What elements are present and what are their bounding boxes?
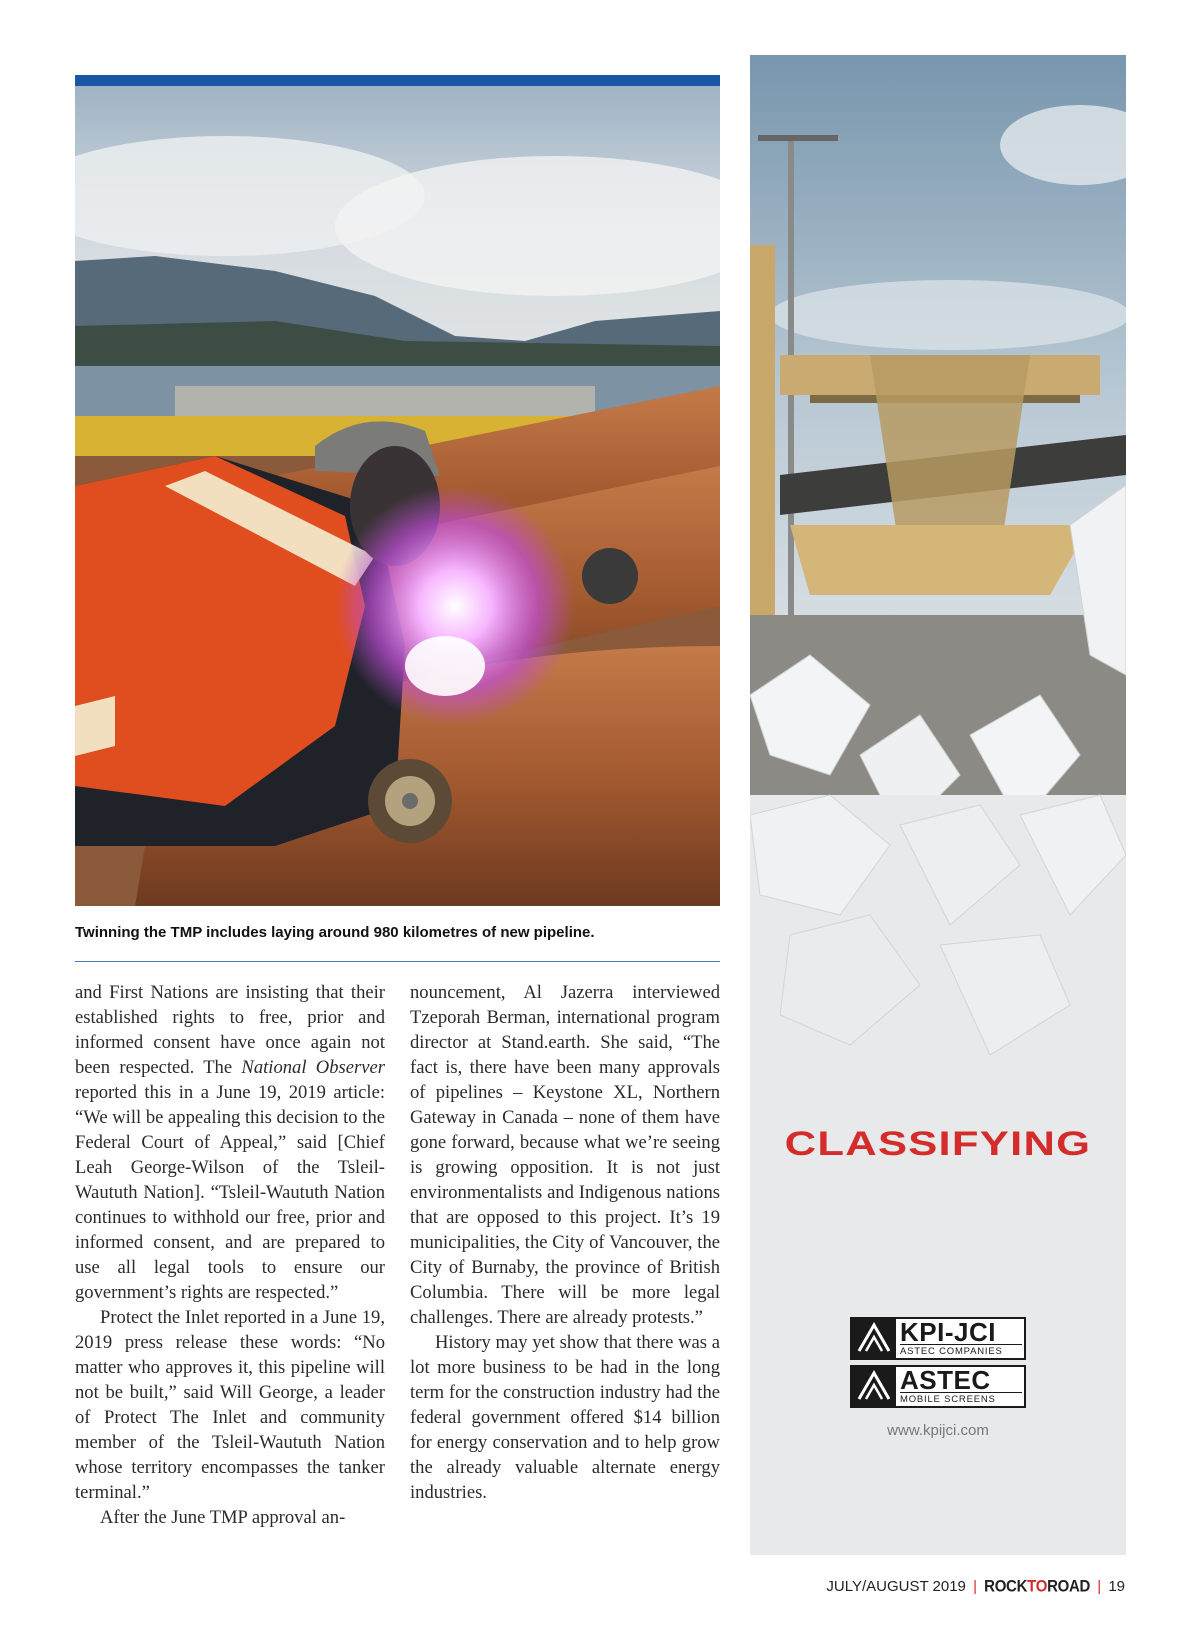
issue-date: JULY/AUGUST 2019 bbox=[826, 1578, 966, 1595]
article-photo bbox=[75, 86, 720, 906]
article-column-1 bbox=[75, 980, 385, 1530]
paragraph: History may yet show that there was a lot more business to be had in the long term for the construction industry had the federal government offered $14 billion for energy conservation and to help grow the already valuable alternate energy industries. bbox=[410, 1332, 720, 1503]
kpi-jci-subtitle: ASTEC COMPANIES bbox=[900, 1344, 1022, 1357]
photo-caption: Twinning the TMP includes laying around 980 kilometres of new pipeline. bbox=[75, 924, 595, 941]
page-number: 19 bbox=[1108, 1578, 1125, 1595]
ad-url-link[interactable]: www.kpijci.com bbox=[887, 1422, 989, 1439]
footer-separator: | bbox=[973, 1578, 977, 1595]
photo-top-rule bbox=[75, 75, 720, 86]
article-column-2 bbox=[410, 980, 720, 1505]
kpi-jci-name: KPI-JCI bbox=[900, 1317, 996, 1347]
advertisement[interactable] bbox=[750, 55, 1126, 1555]
kpi-jci-emblem-icon bbox=[852, 1319, 896, 1358]
astec-emblem-icon bbox=[852, 1367, 896, 1406]
welder-pipeline-illustration bbox=[75, 86, 720, 906]
paragraph: nouncement, Al Jazerra interviewed Tzeporah Berman, international program director at Stand.earth. She said, “The fact is, there have been many approvals of pipelines – Keystone XL, Northern Gateway in Canada – none of them have gone forward, because what we’re seeing is growing opposition. It is not just environmentalists and Indigenous nations that are opposed to this project. It’s 19 municipalities, the City of Vancouver, the City of Burnaby, the province of British Columbia. There will be more legal challenges. There are already protests.” bbox=[410, 982, 720, 1328]
ad-headline: CLASSIFYING bbox=[784, 1125, 1092, 1163]
caption-divider bbox=[75, 961, 720, 962]
footer-separator: | bbox=[1097, 1578, 1102, 1595]
paragraph: After the June TMP approval an- bbox=[100, 1507, 346, 1528]
astec-logo bbox=[850, 1365, 1026, 1408]
paragraph: Protect the Inlet reported in a June 19, 2019 press release these words: “No matter who approves it, this pipeline will not be built,” said Will George, a leader of Protect The Inlet and community member of the Tsleil-Waututh Nation whose territory encompasses the tanker terminal.” bbox=[75, 1307, 385, 1503]
magazine-brand: ROCKTOROAD bbox=[984, 1577, 1091, 1596]
kpi-jci-logo bbox=[850, 1317, 1026, 1360]
paragraph: and First Nations are insisting that their established rights to free, prior and informed consent have once again not been respected. The National Observer reported this in a June 19, 2019 article: “We will be appealing this decision to the Federal Court of Appeal,” said [Chief Leah George-Wilson of the Tsleil-Waututh Nation]. “Tsleil-Waututh Nation continues to withhold our free, prior and informed consent, and are prepared to use all legal tools to ensure our government’s rights are respected.” bbox=[75, 982, 385, 1303]
page-footer bbox=[826, 1578, 1125, 1595]
astec-name: ASTEC bbox=[900, 1365, 991, 1395]
astec-subtitle: MOBILE SCREENS bbox=[900, 1392, 1022, 1405]
